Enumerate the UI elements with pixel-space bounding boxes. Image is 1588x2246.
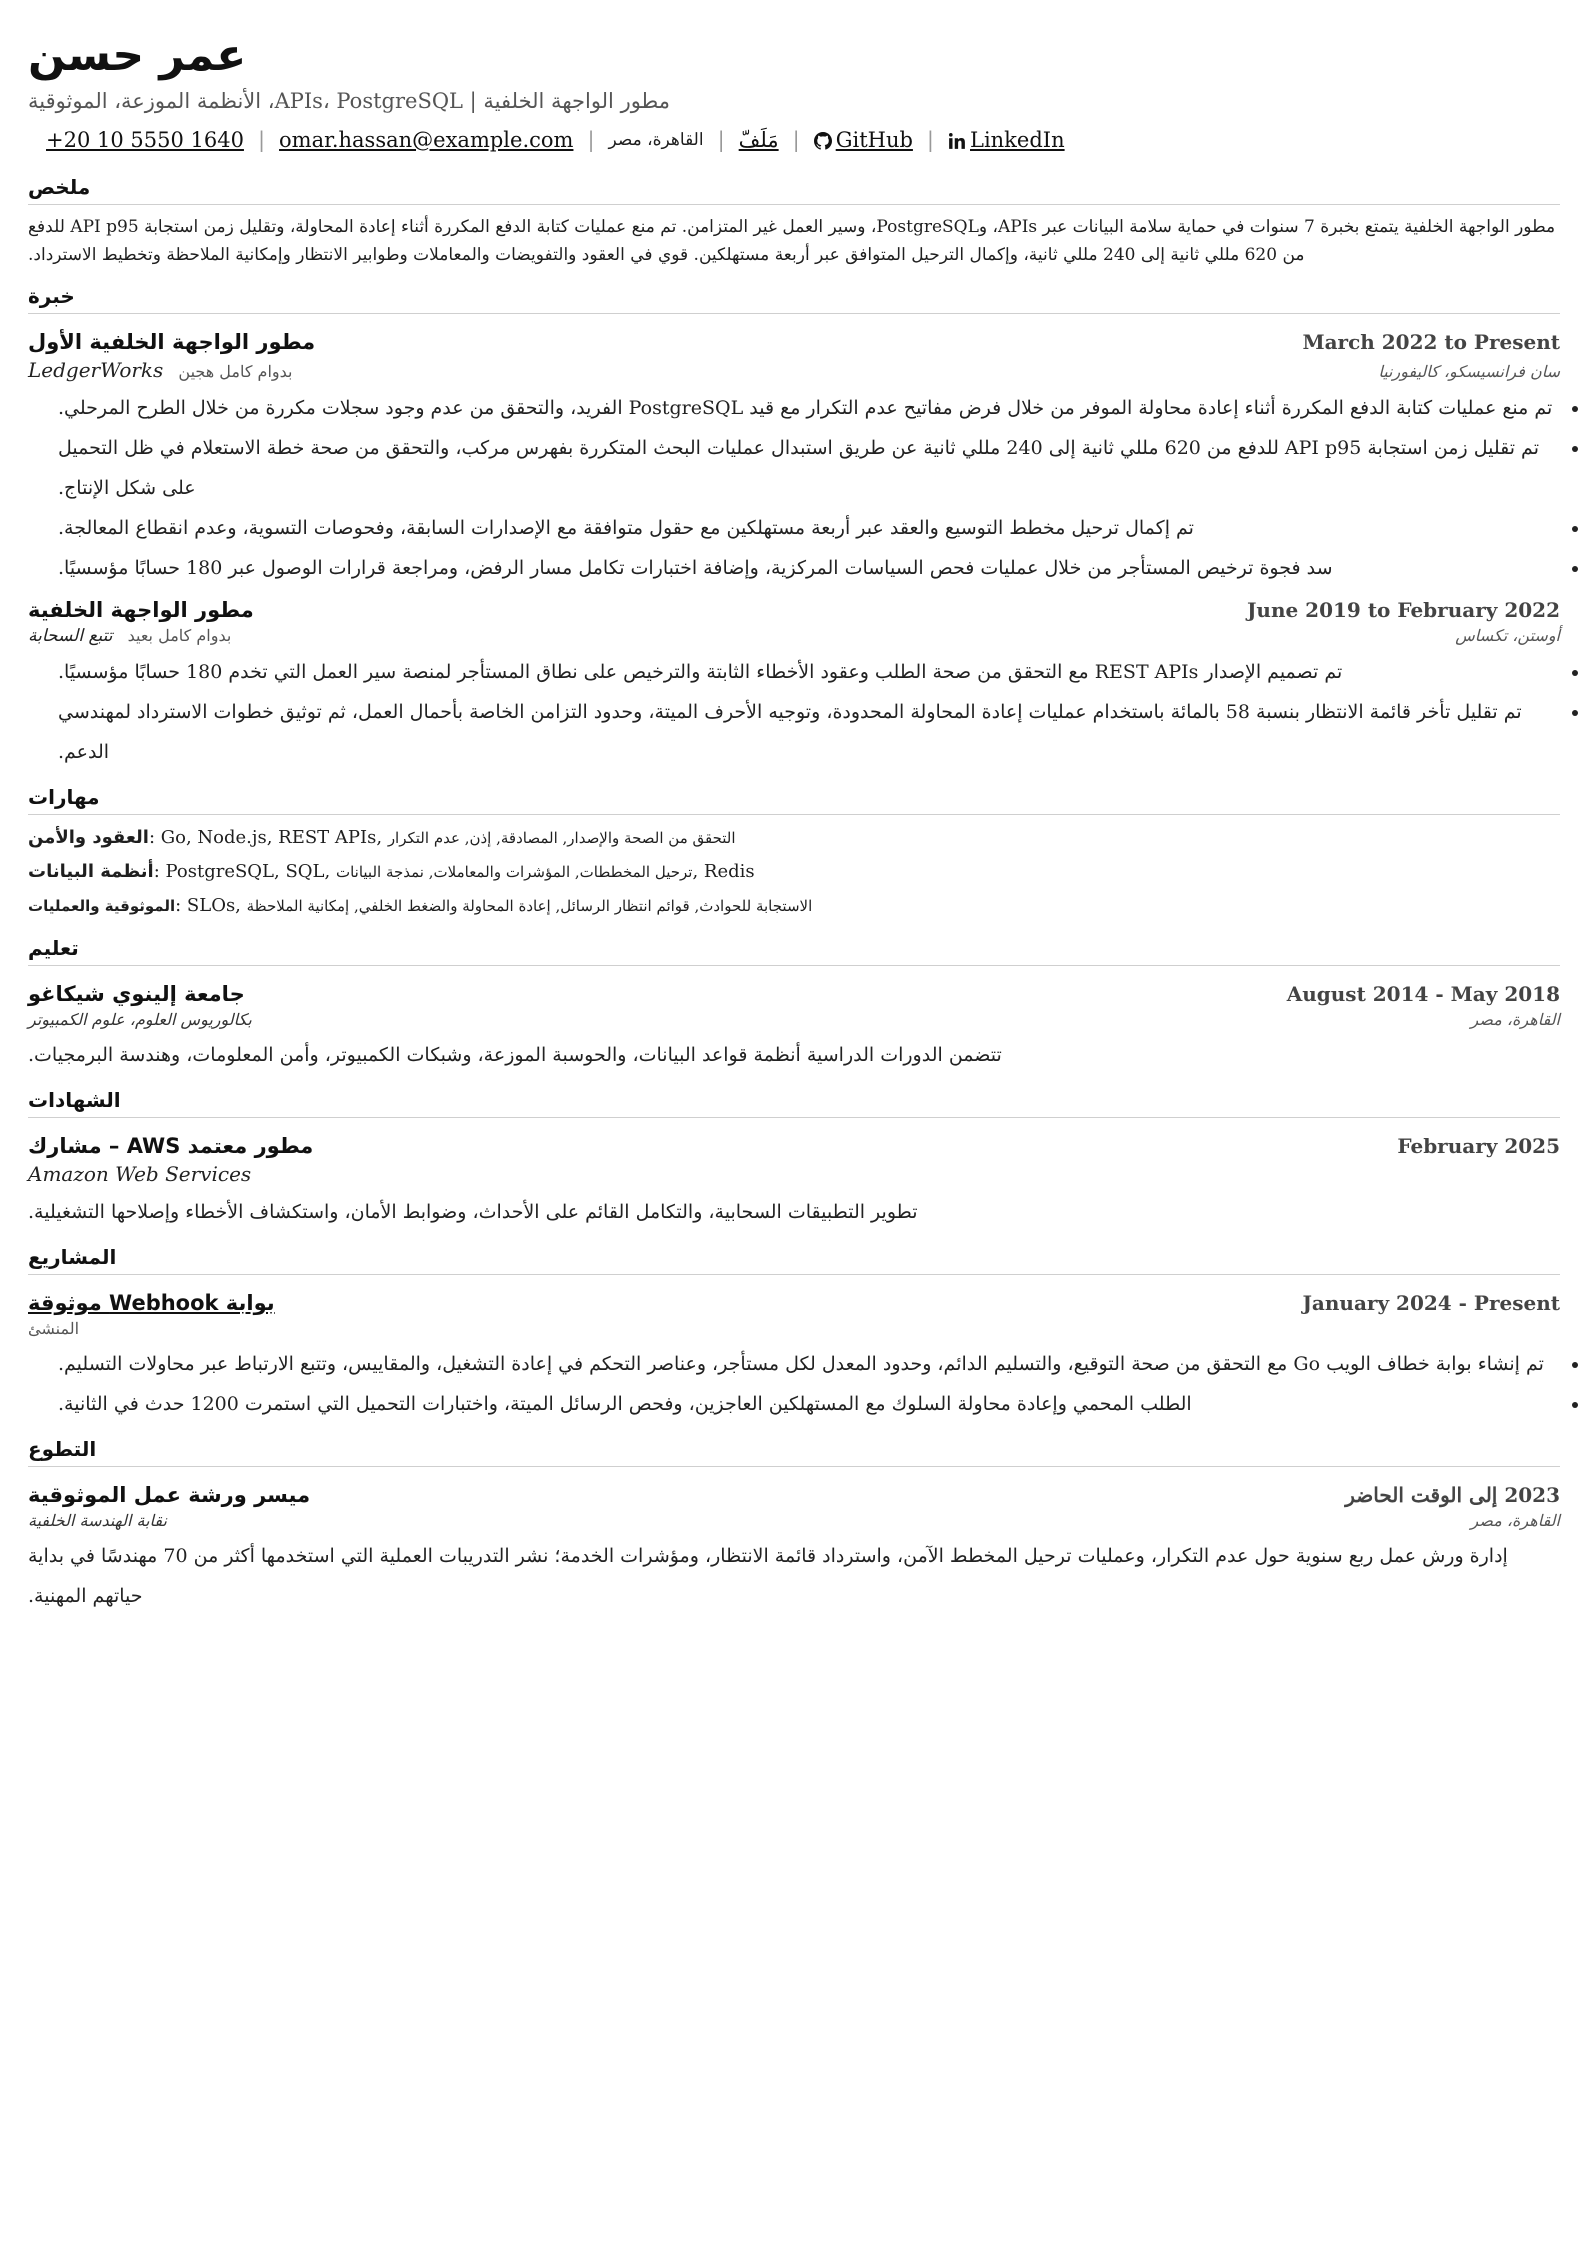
list-item: • الطلب المحمي وإعادة محاولة السلوك مع المستهلكين العاجزين، وفحص الرسائل الميتة، واختبارات التحميل التي استمرت 1200 حدث في الثانية. bbox=[58, 1384, 1560, 1424]
certifications-section bbox=[28, 1087, 1560, 1232]
volunteer-role: ميسر ورشة عمل الموثوقية bbox=[28, 1483, 311, 1507]
volunteer-details: إدارة ورش عمل ربع سنوية حول عدم التكرار، وعمليات ترحيل المخطط الآمن، واسترداد قائمة الانتظار، ومؤشرات الخدمة؛ نشر التدريبات العملية التي استخدمها أكثر من 70 مهندسًا في بداية حياتهم المهنية. bbox=[28, 1545, 1508, 1607]
summary-text: مطور الواجهة الخلفية يتمتع بخبرة 7 سنوات في حماية سلامة البيانات عبر APIs، وPostgreSQL، وسير العمل غير المتزامن. تم منع عمليات كتابة الدفع المكررة أثناء إعادة المحاولة، وتقليل زمن استجابة API p95 للدفع من 620 مللي ثانية إلى 240 مللي ثانية، وإكمال الترحيل المتوافق عبر أربعة مستهلكين. قوي في العقود والتفويضات والمعاملات وطوابير الانتظار وإمكانية الملاحظة وتخطيط الاسترداد. bbox=[28, 217, 1556, 265]
headline: مطور الواجهة الخلفية | APIs، PostgreSQL، الأنظمة الموزعة، الموثوقية bbox=[28, 89, 671, 113]
bullet-list bbox=[28, 652, 1560, 772]
email-link[interactable]: omar.hassan@example.com bbox=[279, 128, 574, 152]
skill-label: الموثوقية والعمليات bbox=[28, 897, 176, 915]
separator: | bbox=[792, 128, 800, 152]
phone-link[interactable]: +20 10 5550 1640 bbox=[46, 128, 244, 152]
summary-section bbox=[28, 174, 1560, 269]
skill-extra: التحقق من الصحة والإصدار, المصادقة, إذن, عدم التكرار bbox=[387, 829, 736, 847]
separator: | bbox=[587, 128, 595, 152]
list-item: • تم تقليل تأخر قائمة الانتظار بنسبة 58 بالمائة باستخدام عمليات إعادة المحاولة المحدودة، وتوجيه الأحرف الميتة، وحدود التزامن الخاصة بأحمال العمل، ثم توثيق خطوات الاسترداد لمهندسي الدعم. bbox=[58, 692, 1560, 772]
github-label[interactable]: GitHub bbox=[835, 128, 913, 152]
job-title: مطور الواجهة الخلفية الأول bbox=[28, 330, 316, 354]
job-dates: June 2019 to February 2022 bbox=[1246, 598, 1560, 622]
separator: | bbox=[926, 128, 934, 152]
separator: | bbox=[717, 128, 725, 152]
job-title: مطور الواجهة الخلفية bbox=[28, 598, 254, 622]
job-location: سان فرانسيسكو، كاليفورنيا bbox=[1378, 362, 1560, 381]
degree: بكالوريوس العلوم، علوم الكمبيوتر bbox=[28, 1010, 252, 1029]
skills-section bbox=[28, 784, 1560, 923]
experience-entry bbox=[28, 330, 1560, 588]
linkedin-link[interactable] bbox=[948, 128, 1065, 152]
volunteer-dates: 2023 إلى الوقت الحاضر bbox=[1345, 1483, 1560, 1507]
job-dates: March 2022 to Present bbox=[1302, 330, 1560, 354]
section-title-education: تعليم bbox=[28, 935, 1560, 966]
company-name: تتبع السحابة bbox=[28, 626, 113, 646]
project-entry bbox=[28, 1291, 1560, 1424]
project-link[interactable]: بوابة Webhook موثوقة bbox=[28, 1291, 275, 1315]
experience-entry bbox=[28, 598, 1560, 772]
volunteering-section bbox=[28, 1436, 1560, 1616]
bullet-list bbox=[28, 388, 1560, 588]
skill-label: العقود والأمن bbox=[28, 827, 149, 848]
employment-meta: بدوام كامل بعيد bbox=[127, 626, 232, 645]
employment-meta: بدوام كامل هجين bbox=[178, 362, 293, 381]
linkedin-icon bbox=[948, 132, 966, 150]
skill-main: SLOs, bbox=[186, 895, 241, 916]
linkedin-label[interactable]: LinkedIn bbox=[970, 128, 1065, 152]
separator: | bbox=[257, 128, 266, 152]
education-entry bbox=[28, 982, 1560, 1075]
bullet-list bbox=[28, 1344, 1560, 1424]
list-item: • تم تقليل زمن استجابة API p95 للدفع من 620 مللي ثانية إلى 240 مللي ثانية عن طريق استبدال عمليات البحث المتكررة بفهرس مركب، والتحقق من صحة خطة الاستعلام في ظل التحميل على شكل الإنتاج. bbox=[58, 428, 1560, 508]
volunteer-location: القاهرة، مصر bbox=[1470, 1511, 1560, 1530]
certification-name: مطور معتمد AWS – مشارك bbox=[28, 1134, 314, 1158]
section-title-projects: المشاريع bbox=[28, 1244, 1560, 1275]
skill-row: أنظمة البيانات: PostgreSQL, SQL, ترحيل المخططات, المؤشرات والمعاملات, نمذجة البيانات, Redis bbox=[28, 861, 755, 882]
section-title-experience: خبرة bbox=[28, 283, 1560, 314]
education-section bbox=[28, 935, 1560, 1075]
section-title-summary: ملخص bbox=[28, 174, 1560, 205]
certification-details: تطوير التطبيقات السحابية، والتكامل القائم على الأحداث، وضوابط الأمان، واستكشاف الأخطاء وإصلاحها التشغيلية. bbox=[28, 1201, 918, 1223]
skill-tail: , Redis bbox=[692, 861, 755, 882]
certification-date: February 2025 bbox=[1397, 1134, 1560, 1158]
experience-section bbox=[28, 283, 1560, 772]
github-link[interactable] bbox=[814, 128, 913, 152]
project-role: المنشئ bbox=[28, 1319, 80, 1338]
contact-bar bbox=[28, 128, 1560, 152]
list-item: • تم إنشاء بوابة خطاف الويب Go مع التحقق من صحة التوقيع، والتسليم الدائم، وحدود المعدل لكل مستأجر، وعناصر التحكم في إعادة التشغيل، والمقاييس، وتتبع الارتباط عبر محاولات التسليم. bbox=[58, 1344, 1560, 1384]
candidate-name: عمر حسن bbox=[28, 30, 247, 81]
project-dates: January 2024 - Present bbox=[1302, 1291, 1560, 1315]
skill-main: Go, Node.js, REST APIs, bbox=[160, 827, 383, 848]
profile-link[interactable]: مَلَفّ bbox=[738, 128, 779, 152]
certification-issuer: Amazon Web Services bbox=[28, 1162, 252, 1186]
job-location: أوستن، تكساس bbox=[1455, 626, 1560, 645]
education-details: تتضمن الدورات الدراسية أنظمة قواعد البيانات، والحوسبة الموزعة، وشبكات الكمبيوتر، وأمن المعلومات، وهندسة البرمجيات. bbox=[28, 1044, 1002, 1066]
volunteering-entry bbox=[28, 1483, 1560, 1616]
skill-extra: ترحيل المخططات, المؤشرات والمعاملات, نمذجة البيانات bbox=[335, 863, 693, 881]
skill-row: الموثوقية والعمليات: SLOs, الاستجابة للحوادث, قوائم انتظار الرسائل, إعادة المحاولة والضغط الخلفي, إمكانية الملاحظة bbox=[28, 895, 813, 916]
location-text: القاهرة، مصر bbox=[608, 130, 704, 150]
skill-extra: الاستجابة للحوادث, قوائم انتظار الرسائل, إعادة المحاولة والضغط الخلفي, إمكانية الملاحظة bbox=[246, 897, 813, 915]
company-name: LedgerWorks bbox=[28, 358, 164, 382]
school-name: جامعة إلينوي شيكاغو bbox=[28, 982, 245, 1006]
section-title-volunteering: التطوع bbox=[28, 1436, 1560, 1467]
list-item: • سد فجوة ترخيص المستأجر من خلال عمليات فحص السياسات المركزية، وإضافة اختبارات تكامل مسار الرفض، ومراجعة قرارات الوصول عبر 180 حسابًا مؤسسيًا. bbox=[58, 548, 1560, 588]
section-title-skills: مهارات bbox=[28, 784, 1560, 815]
list-item: • تم منع عمليات كتابة الدفع المكررة أثناء إعادة محاولة الموفر من خلال فرض مفاتيح عدم التكرار مع قيد PostgreSQL الفريد، والتحقق من عدم وجود سجلات مكررة من خلال الطرح المرحلي. bbox=[58, 388, 1560, 428]
certification-entry bbox=[28, 1134, 1560, 1232]
list-item: • تم إكمال ترحيل مخطط التوسيع والعقد عبر أربعة مستهلكين مع حقول متوافقة مع الإصدارات السابقة، وفحوصات التسوية، وعدم انقطاع المعالجة. bbox=[58, 508, 1560, 548]
volunteer-org: نقابة الهندسة الخلفية bbox=[28, 1511, 167, 1530]
skill-row: العقود والأمن: Go, Node.js, REST APIs, التحقق من الصحة والإصدار, المصادقة, إذن, عدم التكرار bbox=[28, 827, 736, 848]
skill-main: PostgreSQL, SQL, bbox=[165, 861, 331, 882]
projects-section bbox=[28, 1244, 1560, 1424]
education-location: القاهرة، مصر bbox=[1470, 1010, 1560, 1029]
section-title-certifications: الشهادات bbox=[28, 1087, 1560, 1118]
list-item: • تم تصميم الإصدار REST APIs مع التحقق من صحة الطلب وعقود الأخطاء الثابتة والترخيص على نطاق المستأجر لمنصة سير العمل التي تخدم 180 حسابًا مؤسسيًا. bbox=[58, 652, 1560, 692]
github-icon bbox=[814, 132, 832, 150]
skill-label: أنظمة البيانات bbox=[28, 861, 154, 882]
education-dates: August 2014 - May 2018 bbox=[1286, 982, 1560, 1006]
